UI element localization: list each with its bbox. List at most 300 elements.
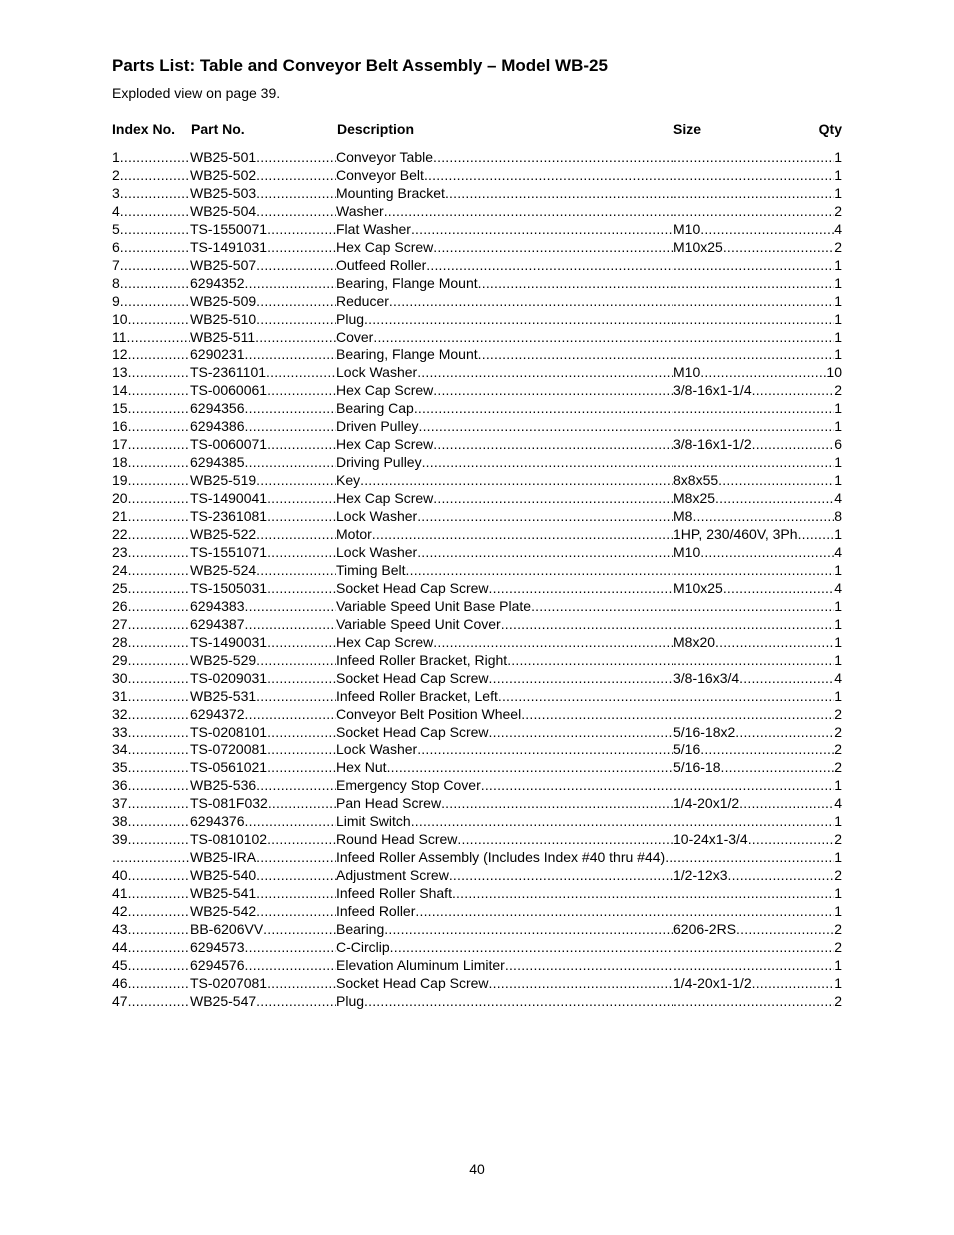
description-cell — [336, 741, 673, 759]
index-cell — [112, 598, 190, 616]
index-cell — [112, 418, 190, 436]
dot-leader — [673, 777, 834, 795]
dot-leader — [256, 777, 336, 795]
dot-leader — [752, 382, 835, 400]
part-number-cell — [190, 580, 336, 598]
description-text: Hex Nut — [336, 759, 387, 776]
dot-leader — [128, 364, 190, 382]
index-cell — [112, 311, 190, 329]
description-text: Lock Washer — [336, 508, 418, 525]
dot-leader — [673, 293, 834, 311]
part-number-cell — [190, 993, 336, 1011]
description-text: Infeed Roller Bracket, Left — [336, 687, 498, 704]
dot-leader — [267, 544, 336, 562]
dot-leader — [266, 364, 336, 382]
dot-leader — [245, 939, 336, 957]
description-cell — [336, 975, 673, 993]
dot-leader — [723, 580, 834, 598]
index-text: 24 — [112, 561, 128, 578]
dot-leader — [128, 652, 190, 670]
part-number-text: TS-1551071 — [190, 543, 268, 560]
description-text: Infeed Roller Assembly (Includes Index #40 thru #44) — [336, 849, 666, 866]
index-text: 39 — [112, 831, 128, 848]
dot-leader — [255, 329, 336, 347]
dot-leader — [360, 472, 673, 490]
qty-text: 4 — [834, 490, 842, 507]
description-cell — [336, 634, 673, 652]
table-row — [112, 724, 842, 742]
part-number-text: 6290231 — [190, 346, 245, 363]
description-text: Motor — [336, 526, 372, 543]
size-qty-cell — [673, 634, 842, 652]
table-row — [112, 257, 842, 275]
dot-leader — [418, 418, 673, 436]
part-number-cell — [190, 813, 336, 831]
size-qty-text: 8x8x55 — [673, 472, 719, 489]
index-text: 17 — [112, 436, 128, 453]
dot-leader — [489, 670, 673, 688]
size-qty-cell — [673, 795, 842, 813]
size-qty-cell — [673, 382, 842, 400]
qty-text: 1 — [834, 454, 842, 471]
qty-text: 1 — [834, 597, 842, 614]
dot-leader — [673, 616, 834, 634]
size-qty-cell — [673, 454, 842, 472]
index-text: 42 — [112, 903, 128, 920]
size-qty-text: 1HP, 230/460V, 3Ph — [673, 526, 798, 543]
dot-leader — [372, 526, 673, 544]
part-number-text: TS-0060061 — [190, 382, 268, 399]
dot-leader — [411, 813, 673, 831]
table-row — [112, 921, 842, 939]
dot-leader — [256, 562, 336, 580]
index-cell — [112, 490, 190, 508]
description-cell — [336, 526, 673, 544]
part-number-text: WB25-547 — [190, 992, 257, 1009]
dot-leader — [120, 185, 190, 203]
index-cell — [112, 185, 190, 203]
description-text: Bearing, Flange Mount — [336, 274, 478, 291]
part-number-cell — [190, 795, 336, 813]
part-number-text: WB25-IRA — [190, 849, 257, 866]
table-row — [112, 831, 842, 849]
dot-leader — [268, 795, 336, 813]
part-number-text: 6294372 — [190, 705, 245, 722]
part-number-cell — [190, 616, 336, 634]
part-number-cell — [190, 939, 336, 957]
qty-text: 2 — [834, 867, 842, 884]
dot-leader — [267, 490, 336, 508]
description-text: Infeed Roller — [336, 903, 416, 920]
dot-leader — [245, 957, 336, 975]
dot-leader — [673, 849, 834, 867]
size-qty-cell — [673, 167, 842, 185]
index-text: 18 — [112, 454, 128, 471]
description-cell — [336, 777, 673, 795]
qty-text: 1 — [834, 777, 842, 794]
part-number-text: WB25-531 — [190, 687, 257, 704]
size-qty-text: M10x25 — [673, 579, 723, 596]
dot-leader — [128, 688, 190, 706]
index-text: 40 — [112, 867, 128, 884]
description-text: Driving Pulley — [336, 454, 422, 471]
size-qty-cell — [673, 508, 842, 526]
dot-leader — [128, 544, 190, 562]
dot-leader — [120, 239, 190, 257]
description-cell — [336, 454, 673, 472]
dot-leader — [267, 239, 336, 257]
index-cell — [112, 652, 190, 670]
index-text: 13 — [112, 364, 128, 381]
table-row — [112, 472, 842, 490]
dot-leader — [478, 275, 673, 293]
dot-leader — [256, 652, 336, 670]
dot-leader — [735, 724, 834, 742]
dot-leader — [426, 257, 673, 275]
dot-leader — [445, 185, 673, 203]
table-row — [112, 149, 842, 167]
qty-text: 1 — [834, 256, 842, 273]
description-cell — [336, 670, 673, 688]
index-cell — [112, 813, 190, 831]
dot-leader — [267, 508, 336, 526]
parts-table — [112, 149, 842, 1011]
dot-leader — [673, 257, 834, 275]
qty-text: 1 — [834, 849, 842, 866]
part-number-cell — [190, 562, 336, 580]
size-qty-cell — [673, 885, 842, 903]
index-text: 9 — [112, 292, 120, 309]
size-qty-cell — [673, 239, 842, 257]
dot-leader — [417, 741, 673, 759]
part-number-text: TS-1550071 — [190, 220, 268, 237]
qty-text: 1 — [834, 526, 842, 543]
dot-leader — [128, 975, 190, 993]
part-number-text: TS-0060071 — [190, 436, 268, 453]
size-qty-text: 3/8-16x1-1/2 — [673, 436, 752, 453]
table-row — [112, 544, 842, 562]
index-cell — [112, 634, 190, 652]
size-qty-cell — [673, 346, 842, 364]
index-cell — [112, 221, 190, 239]
description-text: Lock Washer — [336, 741, 418, 758]
description-cell — [336, 706, 673, 724]
dot-leader — [489, 580, 673, 598]
index-cell — [112, 436, 190, 454]
part-number-cell — [190, 239, 336, 257]
part-number-text: TS-2361081 — [190, 508, 268, 525]
index-text: 8 — [112, 274, 120, 291]
size-qty-cell — [673, 993, 842, 1011]
table-row — [112, 777, 842, 795]
qty-text: 4 — [834, 220, 842, 237]
description-cell — [336, 921, 673, 939]
index-text: 27 — [112, 615, 128, 632]
size-qty-cell — [673, 598, 842, 616]
qty-text: 2 — [834, 759, 842, 776]
description-cell — [336, 598, 673, 616]
header-part-number: Part No. — [191, 121, 245, 137]
dot-leader — [422, 454, 673, 472]
index-cell — [112, 239, 190, 257]
part-number-cell — [190, 598, 336, 616]
qty-text: 2 — [834, 705, 842, 722]
dot-leader — [673, 275, 834, 293]
description-cell — [336, 382, 673, 400]
part-number-cell — [190, 831, 336, 849]
index-text: 2 — [112, 166, 120, 183]
description-cell — [336, 993, 673, 1011]
description-text: Bearing — [336, 920, 385, 937]
dot-leader — [128, 634, 190, 652]
dot-leader — [128, 490, 190, 508]
size-qty-text: 5/16-18 — [673, 759, 721, 776]
size-qty-cell — [673, 921, 842, 939]
dot-leader — [128, 759, 190, 777]
table-row — [112, 939, 842, 957]
index-text: 29 — [112, 651, 128, 668]
part-number-text: TS-1505031 — [190, 579, 268, 596]
dot-leader — [267, 634, 336, 652]
description-text: Cover — [336, 328, 374, 345]
dot-leader — [417, 544, 673, 562]
dot-leader — [256, 688, 336, 706]
description-text: Socket Head Cap Screw — [336, 579, 489, 596]
index-cell — [112, 562, 190, 580]
dot-leader — [449, 867, 673, 885]
dot-leader — [128, 562, 190, 580]
dot-leader — [700, 364, 826, 382]
description-text: Key — [336, 472, 361, 489]
index-cell — [112, 921, 190, 939]
size-qty-cell — [673, 777, 842, 795]
description-text: Infeed Roller Bracket, Right — [336, 651, 508, 668]
index-cell — [112, 831, 190, 849]
dot-leader — [128, 993, 190, 1011]
part-number-cell — [190, 706, 336, 724]
part-number-text: WB25-536 — [190, 777, 257, 794]
dot-leader — [373, 329, 673, 347]
part-number-text: TS-0561021 — [190, 759, 268, 776]
description-text: Plug — [336, 310, 365, 327]
dot-leader — [256, 203, 336, 221]
index-text: 37 — [112, 795, 128, 812]
dot-leader — [245, 598, 336, 616]
size-qty-text: M8x25 — [673, 490, 716, 507]
dot-leader — [752, 436, 835, 454]
index-cell — [112, 867, 190, 885]
dot-leader — [267, 724, 336, 742]
size-qty-cell — [673, 472, 842, 490]
dot-leader — [256, 849, 336, 867]
size-qty-cell — [673, 957, 842, 975]
part-number-cell — [190, 652, 336, 670]
description-text: Plug — [336, 992, 365, 1009]
dot-leader — [256, 472, 336, 490]
dot-leader — [673, 418, 834, 436]
part-number-text: WB25-522 — [190, 526, 257, 543]
dot-leader — [700, 221, 834, 239]
dot-leader — [128, 706, 190, 724]
description-cell — [336, 652, 673, 670]
dot-leader — [267, 221, 336, 239]
dot-leader — [673, 203, 834, 221]
description-text: Variable Speed Unit Base Plate — [336, 597, 532, 614]
dot-leader — [128, 724, 190, 742]
part-number-cell — [190, 957, 336, 975]
description-text: Pan Head Screw — [336, 795, 442, 812]
table-row — [112, 311, 842, 329]
description-text: Conveyor Belt — [336, 166, 424, 183]
part-number-cell — [190, 741, 336, 759]
index-text: 21 — [112, 508, 128, 525]
description-cell — [336, 203, 673, 221]
size-qty-cell — [673, 939, 842, 957]
description-text: Conveyor Table — [336, 149, 434, 165]
description-cell — [336, 508, 673, 526]
description-cell — [336, 616, 673, 634]
dot-leader — [267, 670, 336, 688]
part-number-cell — [190, 867, 336, 885]
qty-text: 1 — [834, 561, 842, 578]
part-number-cell — [190, 490, 336, 508]
index-cell — [112, 903, 190, 921]
dot-leader — [128, 311, 190, 329]
description-text: Elevation Aluminum Limiter — [336, 956, 505, 973]
index-cell — [112, 275, 190, 293]
dot-leader — [673, 400, 834, 418]
table-row — [112, 275, 842, 293]
description-text: Lock Washer — [336, 543, 418, 560]
dot-leader — [489, 975, 673, 993]
description-cell — [336, 436, 673, 454]
description-text: Timing Belt — [336, 561, 406, 578]
part-number-text: WB25-507 — [190, 256, 257, 273]
table-row — [112, 526, 842, 544]
table-row — [112, 167, 842, 185]
dot-leader — [256, 167, 336, 185]
dot-leader — [256, 185, 336, 203]
description-cell — [336, 813, 673, 831]
part-number-cell — [190, 885, 336, 903]
dot-leader — [723, 239, 834, 257]
part-number-text: 6294376 — [190, 813, 245, 830]
description-cell — [336, 580, 673, 598]
part-number-text: TS-081F032 — [190, 795, 268, 812]
description-text: Hex Cap Screw — [336, 382, 434, 399]
qty-text: 2 — [834, 920, 842, 937]
dot-leader — [267, 436, 336, 454]
dot-leader — [128, 777, 190, 795]
dot-leader — [112, 849, 190, 867]
dot-leader — [673, 346, 834, 364]
dot-leader — [700, 544, 834, 562]
dot-leader — [433, 149, 673, 167]
part-number-text: WB25-519 — [190, 472, 257, 489]
part-number-text: TS-1491031 — [190, 238, 268, 255]
part-number-text: 6294385 — [190, 454, 245, 471]
qty-text: 1 — [834, 615, 842, 632]
table-row — [112, 562, 842, 580]
index-text: 45 — [112, 956, 128, 973]
part-number-cell — [190, 544, 336, 562]
index-text: 46 — [112, 974, 128, 991]
part-number-cell — [190, 257, 336, 275]
part-number-cell — [190, 688, 336, 706]
table-row — [112, 903, 842, 921]
qty-text: 1 — [834, 310, 842, 327]
part-number-text: TS-1490031 — [190, 633, 268, 650]
dot-leader — [245, 616, 336, 634]
dot-leader — [748, 831, 834, 849]
qty-text: 4 — [834, 669, 842, 686]
part-number-text: WB25-542 — [190, 903, 257, 920]
dot-leader — [441, 795, 673, 813]
table-row — [112, 454, 842, 472]
qty-text: 1 — [834, 813, 842, 830]
size-qty-cell — [673, 867, 842, 885]
dot-leader — [720, 759, 834, 777]
part-number-text: WB25-541 — [190, 885, 257, 902]
size-qty-cell — [673, 562, 842, 580]
parts-list-page — [112, 55, 842, 1011]
description-cell — [336, 867, 673, 885]
description-cell — [336, 311, 673, 329]
description-text: Conveyor Belt Position Wheel — [336, 705, 522, 722]
index-text: 30 — [112, 669, 128, 686]
part-number-text: TS-0207081 — [190, 974, 268, 991]
description-text: Variable Speed Unit Cover — [336, 615, 501, 632]
dot-leader — [433, 239, 673, 257]
table-row — [112, 221, 842, 239]
dot-leader — [673, 993, 834, 1011]
description-cell — [336, 418, 673, 436]
dot-leader — [390, 939, 673, 957]
size-qty-text: 3/8-16x3/4 — [673, 669, 740, 686]
part-number-text: 6294352 — [190, 274, 245, 291]
dot-leader — [128, 418, 190, 436]
description-cell — [336, 831, 673, 849]
table-row — [112, 616, 842, 634]
dot-leader — [700, 741, 834, 759]
dot-leader — [267, 580, 336, 598]
index-cell — [112, 849, 190, 867]
size-qty-cell — [673, 975, 842, 993]
dot-leader — [417, 508, 673, 526]
dot-leader — [256, 311, 336, 329]
table-row — [112, 885, 842, 903]
dot-leader — [256, 903, 336, 921]
description-cell — [336, 885, 673, 903]
dot-leader — [128, 867, 190, 885]
dot-leader — [489, 724, 673, 742]
dot-leader — [414, 400, 673, 418]
size-qty-cell — [673, 436, 842, 454]
qty-text: 6 — [834, 436, 842, 453]
size-qty-cell — [673, 813, 842, 831]
size-qty-cell — [673, 706, 842, 724]
size-qty-text: 5/16 — [673, 741, 701, 758]
description-cell — [336, 167, 673, 185]
header-description: Description — [337, 121, 415, 137]
size-qty-cell — [673, 275, 842, 293]
dot-leader — [389, 293, 673, 311]
part-number-cell — [190, 346, 336, 364]
description-cell — [336, 795, 673, 813]
dot-leader — [267, 831, 336, 849]
part-number-text: TS-0720081 — [190, 741, 268, 758]
description-cell — [336, 562, 673, 580]
